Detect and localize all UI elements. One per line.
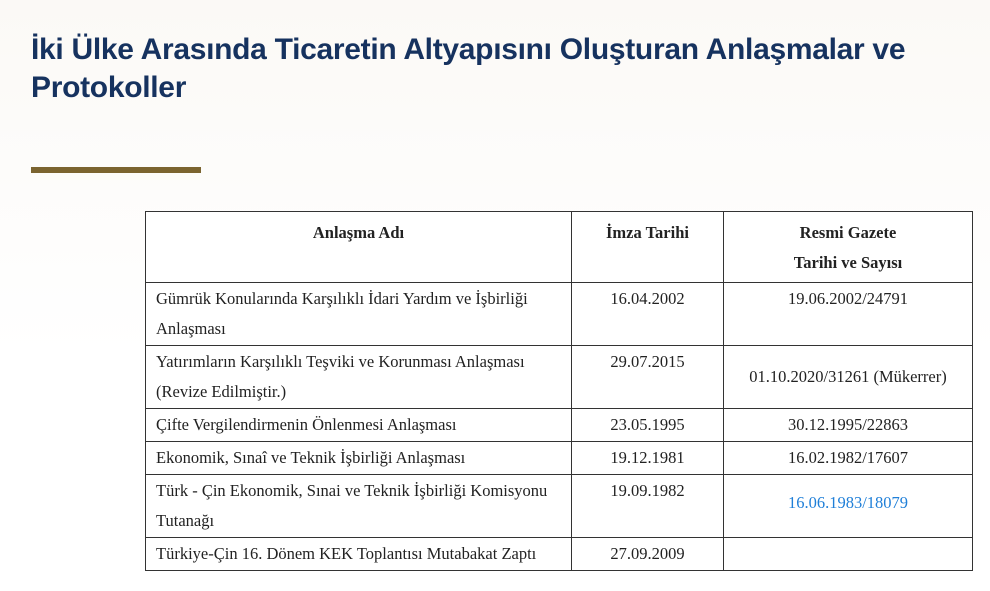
page-title: İki Ülke Arasında Ticaretin Altyapısını Oluşturan Anlaşmalar ve Protokoller	[31, 33, 906, 104]
gazette-link[interactable]: 16.06.1983/18079	[724, 475, 973, 538]
gazette-info: 19.06.2002/24791	[724, 283, 973, 346]
agreement-name: Gümrük Konularında Karşılıklı İdari Yardım ve İşbirliği Anlaşması	[146, 283, 572, 346]
agreement-name: Ekonomik, Sınaî ve Teknik İşbirliği Anlaşması	[146, 442, 572, 475]
sign-date: 23.05.1995	[572, 409, 724, 442]
table-row	[146, 475, 973, 538]
table-row	[146, 409, 973, 442]
header-sign-date: İmza Tarihi	[572, 212, 724, 283]
title-underline	[31, 167, 201, 173]
gazette-info: 01.10.2020/31261 (Mükerrer)	[724, 346, 973, 409]
table-header-row	[146, 212, 973, 283]
agreements-table	[145, 211, 973, 571]
sign-date: 29.07.2015	[572, 346, 724, 409]
table-row	[146, 346, 973, 409]
agreement-name: Çifte Vergilendirmenin Önlenmesi Anlaşması	[146, 409, 572, 442]
header-gazette-line2: Tarihi ve Sayısı	[793, 253, 903, 272]
header-gazette-line1: Resmi Gazete	[799, 223, 897, 242]
sign-date: 19.09.1982	[572, 475, 724, 538]
table-row	[146, 538, 973, 571]
gazette-info	[724, 538, 973, 571]
table-row	[146, 442, 973, 475]
sign-date: 16.04.2002	[572, 283, 724, 346]
sign-date: 19.12.1981	[572, 442, 724, 475]
header-agreement-name: Anlaşma Adı	[146, 212, 572, 283]
agreement-name: Türkiye-Çin 16. Dönem KEK Toplantısı Mutabakat Zaptı	[146, 538, 572, 571]
gazette-info: 16.02.1982/17607	[724, 442, 973, 475]
header-official-gazette	[724, 212, 973, 283]
gazette-info: 30.12.1995/22863	[724, 409, 973, 442]
agreement-name: Türk - Çin Ekonomik, Sınai ve Teknik İşbirliği Komisyonu Tutanağı	[146, 475, 572, 538]
sign-date: 27.09.2009	[572, 538, 724, 571]
agreement-name: Yatırımların Karşılıklı Teşviki ve Korunması Anlaşması (Revize Edilmiştir.)	[146, 346, 572, 409]
table-row	[146, 283, 973, 346]
